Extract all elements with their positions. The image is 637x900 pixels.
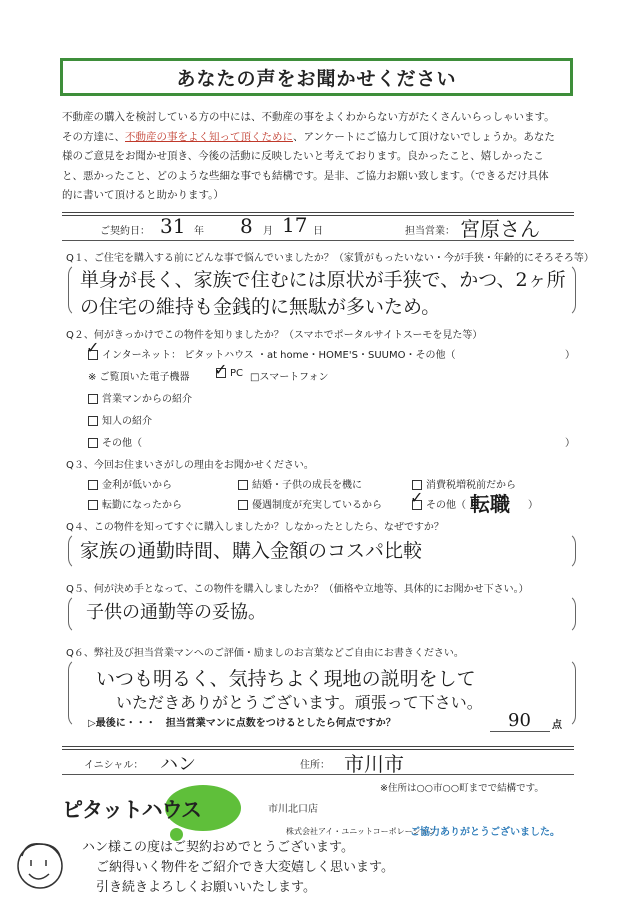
score-underline: [490, 731, 550, 732]
intro-text: その方達に、: [62, 130, 125, 143]
page-title: あなたの声をお聞かせください: [176, 67, 457, 90]
score-unit: 点: [552, 720, 562, 731]
title-box: [60, 58, 573, 96]
staff-name: 宮原さん: [460, 217, 540, 241]
option-label: 結婚・子供の成長を機に: [252, 480, 362, 491]
checkbox[interactable]: [88, 416, 98, 426]
option-label: インターネット： ピタットハウス ・at home・HOME'S・SUUMO・その他（: [102, 350, 456, 361]
staff-message-line1: ハン様この度はご契約おめでとうございます。: [82, 840, 354, 855]
address-value: 市川市: [344, 752, 404, 776]
option-label: 営業マンからの紹介: [102, 394, 192, 405]
check-mark: ✓: [410, 488, 424, 507]
staff-message-line3: 引き続きよろしくお願いいたします。: [96, 880, 316, 895]
store-name: 市川北口店: [268, 804, 318, 815]
intro-line: 的に書いて頂けると助かります。）: [62, 189, 224, 201]
q2-option-sales: [88, 390, 192, 405]
intro-line: 不動産の購入を検討している方の中には、不動産の事をよくわからない方がたくさんいらっしゃいます。: [62, 111, 555, 123]
q5-answer: 子供の通勤等の妥協。: [86, 602, 266, 623]
q3-text: Q３、今回お住まいさがしの理由をお聞かせください。: [66, 460, 314, 471]
intro-line: と、悪かったこと、どのような些細な事でも結構です。是非、ご協力お願い致します。（できるだけ具体: [62, 169, 549, 182]
q6-text: Q６、弊社及び担当営業マンへのご評価・励ましのお言葉などご自由にお書きください。: [66, 648, 464, 659]
address-label: 住所：: [300, 760, 330, 771]
q2-option-internet: [88, 346, 455, 361]
q2-option-device: ※ ご覧頂いた電子機器: [88, 372, 190, 383]
q3-answer: 転職: [470, 492, 510, 516]
divider: [62, 240, 574, 241]
staff-message-line2: ご納得いく物件をご紹介でき大変嬉しく思います。: [96, 860, 394, 875]
intro-line: [62, 128, 577, 148]
initial-value: ハン: [160, 754, 196, 775]
initial-label: イニシャル：: [84, 760, 144, 771]
checkbox[interactable]: [88, 500, 98, 510]
year-unit: 年: [194, 226, 204, 237]
q5-text: Q５、何が決め手となって、この物件を購入しましたか？（価格や立地等、具体的にお聞かせ下さい。）: [66, 584, 529, 595]
q2-option-other: [88, 434, 142, 449]
q1-answer-line1: 単身が長く、家族で住むには原状が手狭で、かつ、2ヶ所: [80, 269, 566, 291]
option-label: PC: [230, 368, 244, 379]
bracket-close: ）: [565, 350, 575, 361]
intro-underline: 不動産の事をよく知って頂くために: [125, 130, 293, 143]
company-name: 株式会社アイ・ユニットコーポレーション: [286, 827, 437, 836]
option-label: 転勤になったから: [102, 500, 182, 511]
check-mark: ✓: [86, 338, 100, 357]
option-label: 消費税増税前だから: [426, 480, 516, 491]
divider: [62, 746, 574, 750]
divider: [62, 774, 574, 775]
q1-answer-line2: の住宅の維持も金銭的に無駄が多いため。: [80, 296, 441, 318]
q3-option: [238, 476, 362, 491]
q3-option: [238, 496, 382, 511]
contract-day: 17: [282, 213, 308, 237]
q6-answer-line2: いただきありがとうございます。頑張って下さい。: [116, 693, 483, 712]
checkbox[interactable]: [88, 438, 98, 448]
check-mark: ✓: [214, 360, 228, 379]
bracket-close: ）: [565, 438, 575, 449]
q1-text: Q１、ご住宅を購入する前にどんな事で悩んでいましたか？（家賃がもったいない・今が手狭・年齢的にそろそろ等）: [66, 253, 594, 264]
q3-option: [88, 476, 172, 491]
checkbox[interactable]: [88, 480, 98, 490]
brand-logo: ピタットハウス: [62, 798, 201, 822]
option-label: 優遇制度が充実しているから: [252, 500, 382, 511]
checkbox[interactable]: [238, 480, 248, 490]
contract-month: 8: [240, 214, 253, 238]
staff-label: 担当営業：: [405, 226, 455, 237]
intro-text: 、アンケートにご協力して頂けないでしょうか。あなた: [293, 130, 555, 143]
option-label: 知人の紹介: [102, 416, 152, 427]
score-value: 90: [508, 710, 531, 731]
month-unit: 月: [263, 226, 273, 237]
option-label: 金利が低いから: [102, 480, 172, 491]
checkbox[interactable]: [238, 500, 248, 510]
checkbox[interactable]: [88, 394, 98, 404]
option-label: その他（: [102, 438, 142, 449]
option-label: その他（: [426, 500, 466, 511]
q6-answer-line1: いつも明るく、気持ちよく現地の説明をして: [96, 668, 476, 690]
q3-option: [88, 496, 182, 511]
score-prompt: ▷最後に・・・ 担当営業マンに点数をつけるとしたら何点ですか？: [88, 718, 396, 729]
q4-answer: 家族の通勤時間、購入金額のコスパ比較: [80, 540, 423, 562]
intro-line: 様のご意見をお聞かせ頂き、今後の活動に反映したいと考えております。良かったこと、嬉しかったこ: [62, 150, 544, 162]
day-unit: 日: [313, 226, 323, 237]
bracket-close: ）: [528, 500, 538, 511]
contract-label: ご契約日：: [100, 226, 150, 237]
thanks-message: ご協力ありがとうございました。: [410, 827, 560, 838]
q2-option-phone: □スマートフォン: [250, 372, 329, 383]
address-note: ※住所は○○市○○町までで結構です。: [380, 783, 544, 794]
q4-text: Q４、この物件を知ってすぐに購入しましたか？しなかったとしたら、なぜですか？: [66, 522, 444, 533]
q2-option-friend: [88, 412, 152, 427]
intro-paragraph: [62, 108, 577, 206]
q2-text: Q２、何がきっかけでこの物件を知りましたか？（スマホでポータルサイトスーモを見た等）: [66, 330, 483, 341]
contract-year: 31: [160, 214, 186, 238]
smiley-icon: [12, 838, 72, 898]
